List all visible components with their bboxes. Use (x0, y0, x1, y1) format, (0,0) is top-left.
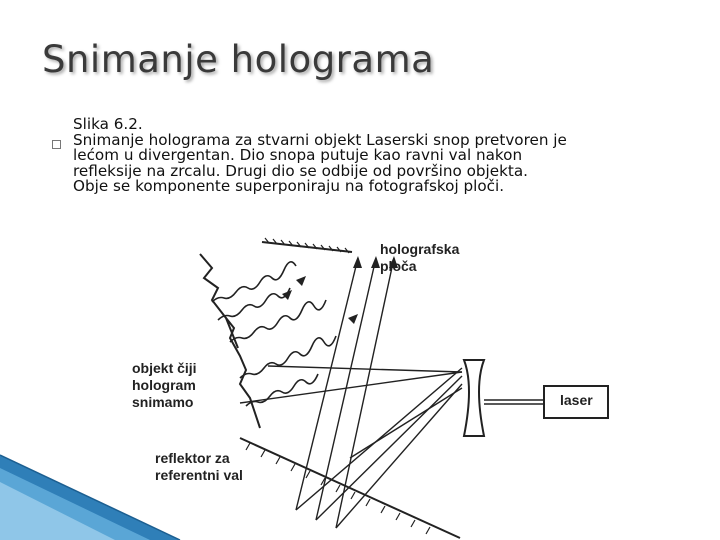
label-laser: laser (560, 392, 593, 408)
reflector-mirror (240, 438, 460, 538)
page-title: Snimanje holograma (42, 38, 435, 81)
diverging-lens (464, 360, 484, 436)
bullet-square-icon (52, 140, 61, 149)
label-reflector: reflektor za referentni val (155, 450, 243, 483)
bullet-text (73, 117, 693, 195)
figure-caption: Slika 6.2. (73, 115, 143, 133)
label-object: objekt čiji hologram snimamo (132, 360, 197, 410)
figure-description: Snimanje holograma za stvarni objekt Laserski snop pretvoren je lećom u divergentan. Dio snopa putuje kao ravni val nakon refleksije na zrcalu. Drugi dio se odbije od površino objekta. Obje se komponente superponiraju na fotografskoj ploči. (73, 130, 567, 196)
hologram-diagram (100, 228, 660, 540)
label-holographic-plate: holografska ploča (380, 241, 460, 274)
holographic-plate (262, 242, 352, 252)
